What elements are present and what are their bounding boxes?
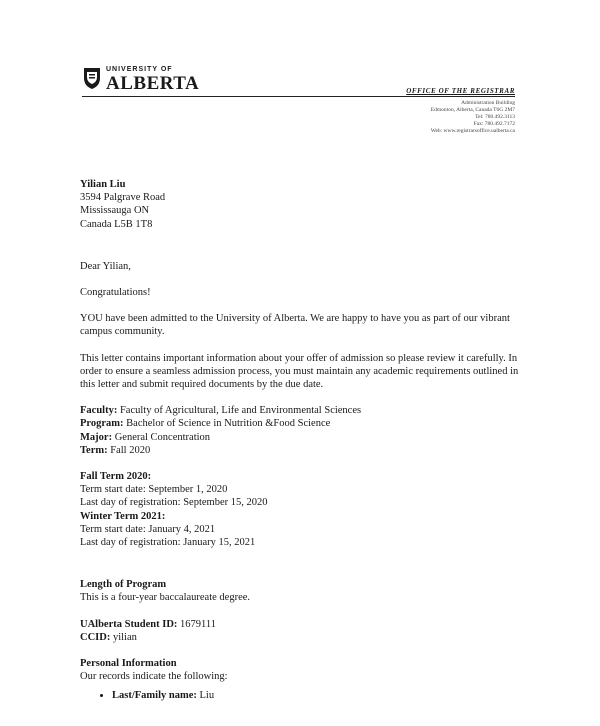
personal-text: Our records indicate the following: [80, 671, 228, 683]
fall-term-heading: Fall Term 2020: [80, 471, 152, 483]
program-value: Bachelor of Science in Nutrition &Food Science [126, 418, 331, 430]
ccid-row [80, 631, 520, 644]
last-name-value: Liu [199, 690, 215, 702]
program-label: Program: [80, 418, 124, 430]
letter-body [80, 178, 520, 703]
university-logo [82, 66, 199, 93]
term-label: Term: [80, 444, 108, 456]
crest-icon [82, 66, 102, 90]
term-row [80, 444, 520, 457]
winter-term-registration: Last day of registration: January 15, 2021 [80, 537, 256, 549]
last-name-label: Last/Family name: [112, 690, 197, 702]
office-title: OFFICE OF THE REGISTRAR [406, 87, 515, 95]
major-row [80, 431, 520, 444]
letterhead-divider [82, 96, 515, 97]
personal-heading: Personal Information [80, 658, 177, 670]
address-line: Web: www.registrarsoffice.ualberta.ca [430, 128, 515, 134]
term-dates [80, 470, 520, 549]
student-id-value: 1679111 [180, 618, 217, 630]
address-line: Edmonton, Alberta, Canada T6G 2M7 [430, 107, 515, 113]
winter-term-start: Term start date: January 4, 2021 [80, 523, 216, 535]
recipient-country: Canada L5B 1T8 [80, 218, 153, 230]
major-label: Major: [80, 431, 113, 443]
address-line: Fax: 780.492.7172 [473, 121, 515, 127]
student-id-label: UAlberta Student ID: [80, 618, 178, 630]
address-line: Tel: 780.492.3113 [475, 114, 515, 120]
recipient-city: Mississauga ON [80, 205, 150, 217]
address-line: Administration Building [461, 100, 515, 106]
salutation: Dear Yilian, [80, 260, 131, 272]
term-value: Fall 2020 [110, 444, 151, 456]
personal-fields-list [80, 689, 520, 702]
recipient-name: Yilian Liu [80, 179, 126, 190]
logo-university-of: UNIVERSITY OF [106, 66, 173, 73]
office-address [431, 100, 515, 135]
recipient-street: 3594 Palgrave Road [80, 192, 166, 204]
fall-term-start: Term start date: September 1, 2020 [80, 484, 228, 496]
logo-alberta: ALBERTA [106, 73, 200, 94]
list-item [112, 689, 520, 702]
recipient-block [80, 178, 520, 231]
faculty-row [80, 404, 520, 417]
fall-term-registration: Last day of registration: September 15, 2020 [80, 497, 268, 509]
length-text: This is a four-year baccalaureate degree. [80, 592, 251, 604]
paragraph-admission: YOU have been admitted to the University of Alberta. We are happy to have you as part of our vibrant campus community. [80, 313, 510, 338]
faculty-label: Faculty: [80, 405, 118, 417]
ccid-label: CCID: [80, 631, 111, 643]
congratulations: Congratulations! [80, 287, 151, 299]
winter-term-heading: Winter Term 2021: [80, 510, 166, 522]
major-value: General Concentration [114, 431, 211, 443]
program-row [80, 417, 520, 430]
student-id-row [80, 618, 520, 631]
length-heading: Length of Program [80, 579, 167, 591]
faculty-value: Faculty of Agricultural, Life and Environmental Sciences [119, 405, 362, 417]
ccid-value: yilian [112, 631, 137, 643]
paragraph-info: This letter contains important information about your offer of admission so please review it carefully. In order to ensure a seamless admission process, you must maintain any academic requirements outlined in this letter and submit required documents by the due date. [80, 352, 519, 391]
program-details [80, 404, 520, 457]
